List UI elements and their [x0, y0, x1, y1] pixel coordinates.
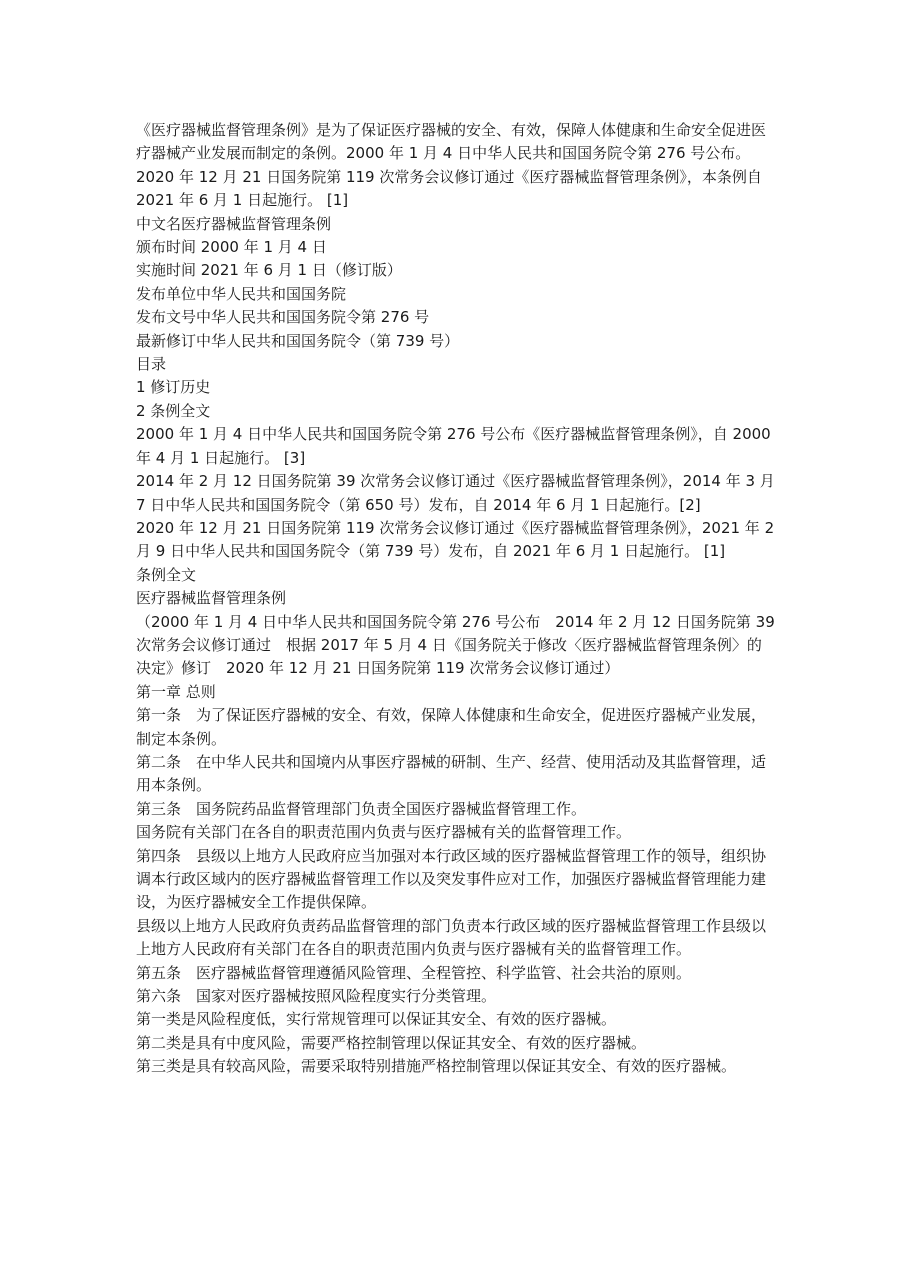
history-2014: 2014 年 2 月 12 日国务院第 39 次常务会议修订通过《医疗器械监督管理条例》，2014 年 3 月 7 日中华人民共和国国务院令（第 650 号）发布，自 2014 年 6 月 1 日起施行。[2] — [136, 472, 775, 514]
article-4-clause-2: 县级以上地方人民政府负责药品监督管理的部门负责本行政区域的医疗器械监督管理工作县级以上地方人民政府有关部门在各自的职责范围内负责与医疗器械有关的监督管理工作。 — [136, 916, 767, 959]
chapter-one-heading: 第一章 总则 — [136, 682, 216, 701]
toc-item-full-text: 2 条例全文 — [136, 401, 211, 420]
full-text-heading: 条例全文 — [136, 565, 197, 584]
info-issue-date: 颁布时间 2000 年 1 月 4 日 — [136, 238, 327, 257]
document-body — [136, 119, 776, 1079]
history-2000: 2000 年 1 月 4 日中华人民共和国国务院令第 276 号公布《医疗器械监督管理条例》，自 2000 年 4 月 1 日起施行。 [3] — [136, 425, 771, 467]
article-5: 第五条 医疗器械监督管理遵循风险管理、全程管控、科学监管、社会共治的原则。 — [136, 963, 692, 982]
info-effective-date: 实施时间 2021 年 6 月 1 日（修订版） — [136, 261, 402, 280]
article-6: 第六条 国家对医疗器械按照风险程度实行分类管理。 — [136, 987, 497, 1006]
toc-item-revision-history: 1 修订历史 — [136, 378, 211, 397]
history-2020: 2020 年 12 月 21 日国务院第 119 次常务会议修订通过《医疗器械监督管理条例》，2021 年 2 月 9 日中华人民共和国国务院令（第 739 号）发布，自 2021 年 6 月 1 日起施行。 [1] — [136, 518, 775, 561]
regulation-history-note: （2000 年 1 月 4 日中华人民共和国国务院令第 276 号公布 2014 年 2 月 12 日国务院第 39 次常务会议修订通过 根据 2017 年 5 月 4 日《国务院关于修改〈医疗器械监督管理条例〉的决定》修订 2020 年 12 月 21 日国务院第 119 次常务会议修订通过） — [136, 612, 775, 678]
article-1: 第一条 为了保证医疗器械的安全、有效，保障人体健康和生命安全，促进医疗器械产业发展，制定本条例。 — [136, 706, 767, 748]
info-latest-revision: 最新修订中华人民共和国国务院令（第 739 号） — [136, 331, 460, 350]
toc-heading: 目录 — [136, 355, 167, 374]
article-6-class-1: 第一类是风险程度低，实行常规管理可以保证其安全、有效的医疗器械。 — [136, 1010, 617, 1029]
article-2: 第二条 在中华人民共和国境内从事医疗器械的研制、生产、经营、使用活动及其监督管理，适用本条例。 — [136, 752, 767, 795]
article-6-class-3: 第三类是具有较高风险，需要采取特别措施严格控制管理以保证其安全、有效的医疗器械。 — [136, 1057, 737, 1076]
regulation-title: 医疗器械监督管理条例 — [136, 589, 287, 608]
intro-paragraph: 《医疗器械监督管理条例》是为了保证医疗器械的安全、有效，保障人体健康和生命安全促进医疗器械产业发展而制定的条例。2000 年 1 月 4 日中华人民共和国国务院令第 276 号公布。 — [136, 121, 767, 163]
article-6-class-2: 第二类是具有中度风险，需要严格控制管理以保证其安全、有效的医疗器械。 — [136, 1033, 647, 1052]
info-issuing-unit: 发布单位中华人民共和国国务院 — [136, 284, 347, 303]
revision-effective-paragraph: 2020 年 12 月 21 日国务院第 119 次常务会议修订通过《医疗器械监督管理条例》，本条例自 2021 年 6 月 1 日起施行。 [1] — [136, 167, 762, 210]
info-document-number: 发布文号中华人民共和国国务院令第 276 号 — [136, 308, 430, 327]
article-3-clause-2: 国务院有关部门在各自的职责范围内负责与医疗器械有关的监督管理工作。 — [136, 823, 632, 842]
info-chinese-name: 中文名医疗器械监督管理条例 — [136, 214, 332, 233]
article-4: 第四条 县级以上地方人民政府应当加强对本行政区域的医疗器械监督管理工作的领导，组织协调本行政区域内的医疗器械监督管理工作以及突发事件应对工作，加强医疗器械监督管理能力建设，为医疗器械安全工作提供保障。 — [136, 846, 767, 912]
article-3: 第三条 国务院药品监督管理部门负责全国医疗器械监督管理工作。 — [136, 799, 587, 818]
